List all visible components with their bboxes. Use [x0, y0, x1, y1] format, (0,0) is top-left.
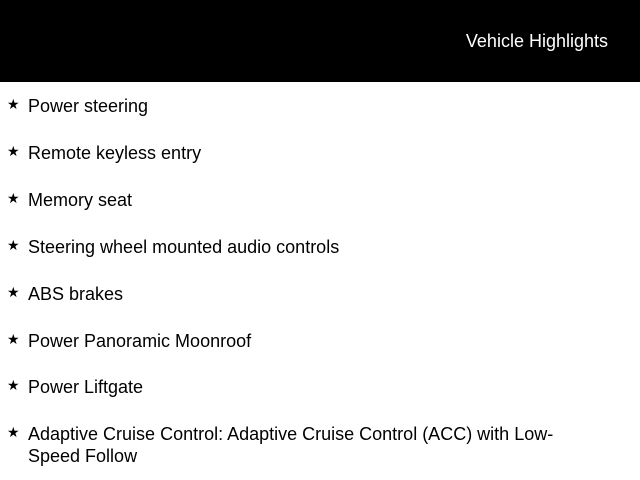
star-icon: ★	[7, 143, 20, 159]
star-icon: ★	[7, 96, 20, 112]
highlight-label: ABS brakes	[28, 284, 124, 304]
header-bar	[0, 0, 640, 82]
highlight-label: Power steering	[28, 96, 149, 116]
page-title: Vehicle Highlights	[465, 31, 608, 51]
star-icon: ★	[7, 284, 20, 300]
star-icon: ★	[7, 190, 20, 206]
highlight-label: Memory seat	[28, 190, 133, 210]
highlight-label: Power Panoramic Moonroof	[28, 331, 252, 351]
highlight-label: Steering wheel mounted audio controls	[28, 237, 340, 257]
highlight-label: Power Liftgate	[28, 377, 144, 397]
highlight-label: Adaptive Cruise Control: Adaptive Cruise Control (ACC) with Low-Speed Follow	[28, 424, 554, 466]
star-icon: ★	[7, 331, 20, 347]
highlight-label: Remote keyless entry	[28, 143, 202, 163]
star-icon: ★	[7, 377, 20, 393]
star-icon: ★	[7, 237, 20, 253]
star-icon: ★	[7, 424, 20, 440]
